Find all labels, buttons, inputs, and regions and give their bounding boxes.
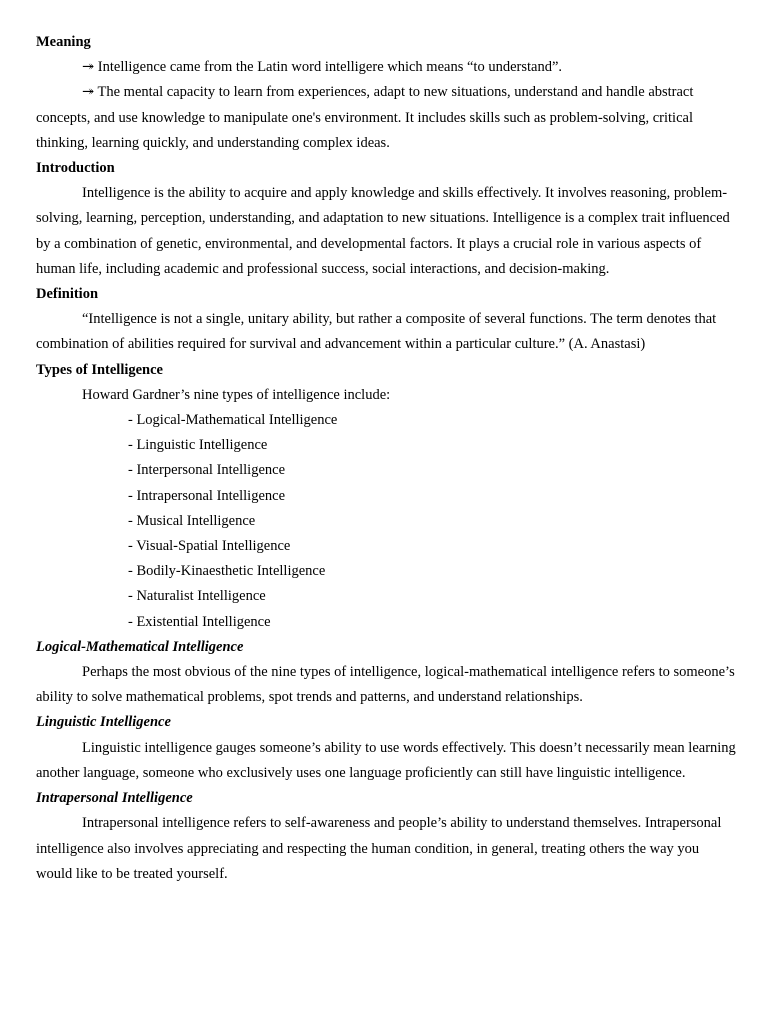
list-item: - Intrapersonal Intelligence (128, 487, 286, 504)
list-item: - Interpersonal Intelligence (128, 462, 286, 479)
meaning-point-1: ↠ Intelligence came from the Latin word intelligere which means “to understand”. (82, 59, 563, 76)
linguistic-text: Linguistic intelligence gauges someone’s ability to use words effectively. This doesn’t necessarily mean learning another language, someone who exclusively uses one language proficiently can still have linguistic intelligence. (36, 739, 736, 781)
meaning-point-2: ↠ The mental capacity to learn from experiences, adapt to new situations, understand and handle abstract concepts, and use knowledge to manipulate one's environment. It includes skills such as problem-solving, critical thinking, learning quickly, and understanding complex ideas. (36, 84, 694, 151)
intrapersonal-text: Intrapersonal intelligence refers to self-awareness and people’s ability to understand themselves. Intrapersonal intelligence also involves appreciating and respecting the human condition, in general, treating others the way you would like to be treated yourself. (36, 815, 722, 882)
types-list (36, 408, 736, 635)
logical-text: Perhaps the most obvious of the nine types of intelligence, logical-mathematical intelligence refers to someone’s ability to solve mathematical problems, spot trends and patterns, and understand relationships. (36, 664, 735, 706)
list-item: - Naturalist Intelligence (128, 588, 266, 605)
list-item: - Logical-Mathematical Intelligence (128, 412, 338, 429)
logical-heading: Logical-Mathematical Intelligence (36, 638, 244, 655)
types-heading: Types of Intelligence (36, 361, 163, 378)
introduction-heading: Introduction (36, 160, 115, 177)
intrapersonal-heading: Intrapersonal Intelligence (36, 790, 193, 807)
definition-text: “Intelligence is not a single, unitary ability, but rather a composite of several functions. The term denotes that combination of abilities required for survival and advancement within a particular culture.” (A. Anastasi) (36, 311, 717, 353)
linguistic-heading: Linguistic Intelligence (36, 714, 171, 731)
list-item: - Musical Intelligence (128, 512, 256, 529)
list-item: - Bodily-Kinaesthetic Intelligence (128, 563, 326, 580)
types-intro: Howard Gardner’s nine types of intelligence include: (82, 386, 391, 403)
meaning-heading: Meaning (36, 34, 91, 50)
document-page (36, 30, 736, 887)
definition-heading: Definition (36, 286, 99, 303)
list-item: - Visual-Spatial Intelligence (128, 538, 291, 555)
introduction-text: Intelligence is the ability to acquire and apply knowledge and skills effectively. It involves reasoning, problem-solving, learning, perception, understanding, and adaptation to new situations. Intelligence is a complex trait influenced by a combination of genetic, environmental, and developmental factors. It plays a crucial role in various aspects of human life, including academic and professional success, social interactions, and decision-making. (36, 185, 730, 277)
list-item: - Linguistic Intelligence (128, 437, 268, 454)
list-item: - Existential Intelligence (128, 613, 271, 630)
